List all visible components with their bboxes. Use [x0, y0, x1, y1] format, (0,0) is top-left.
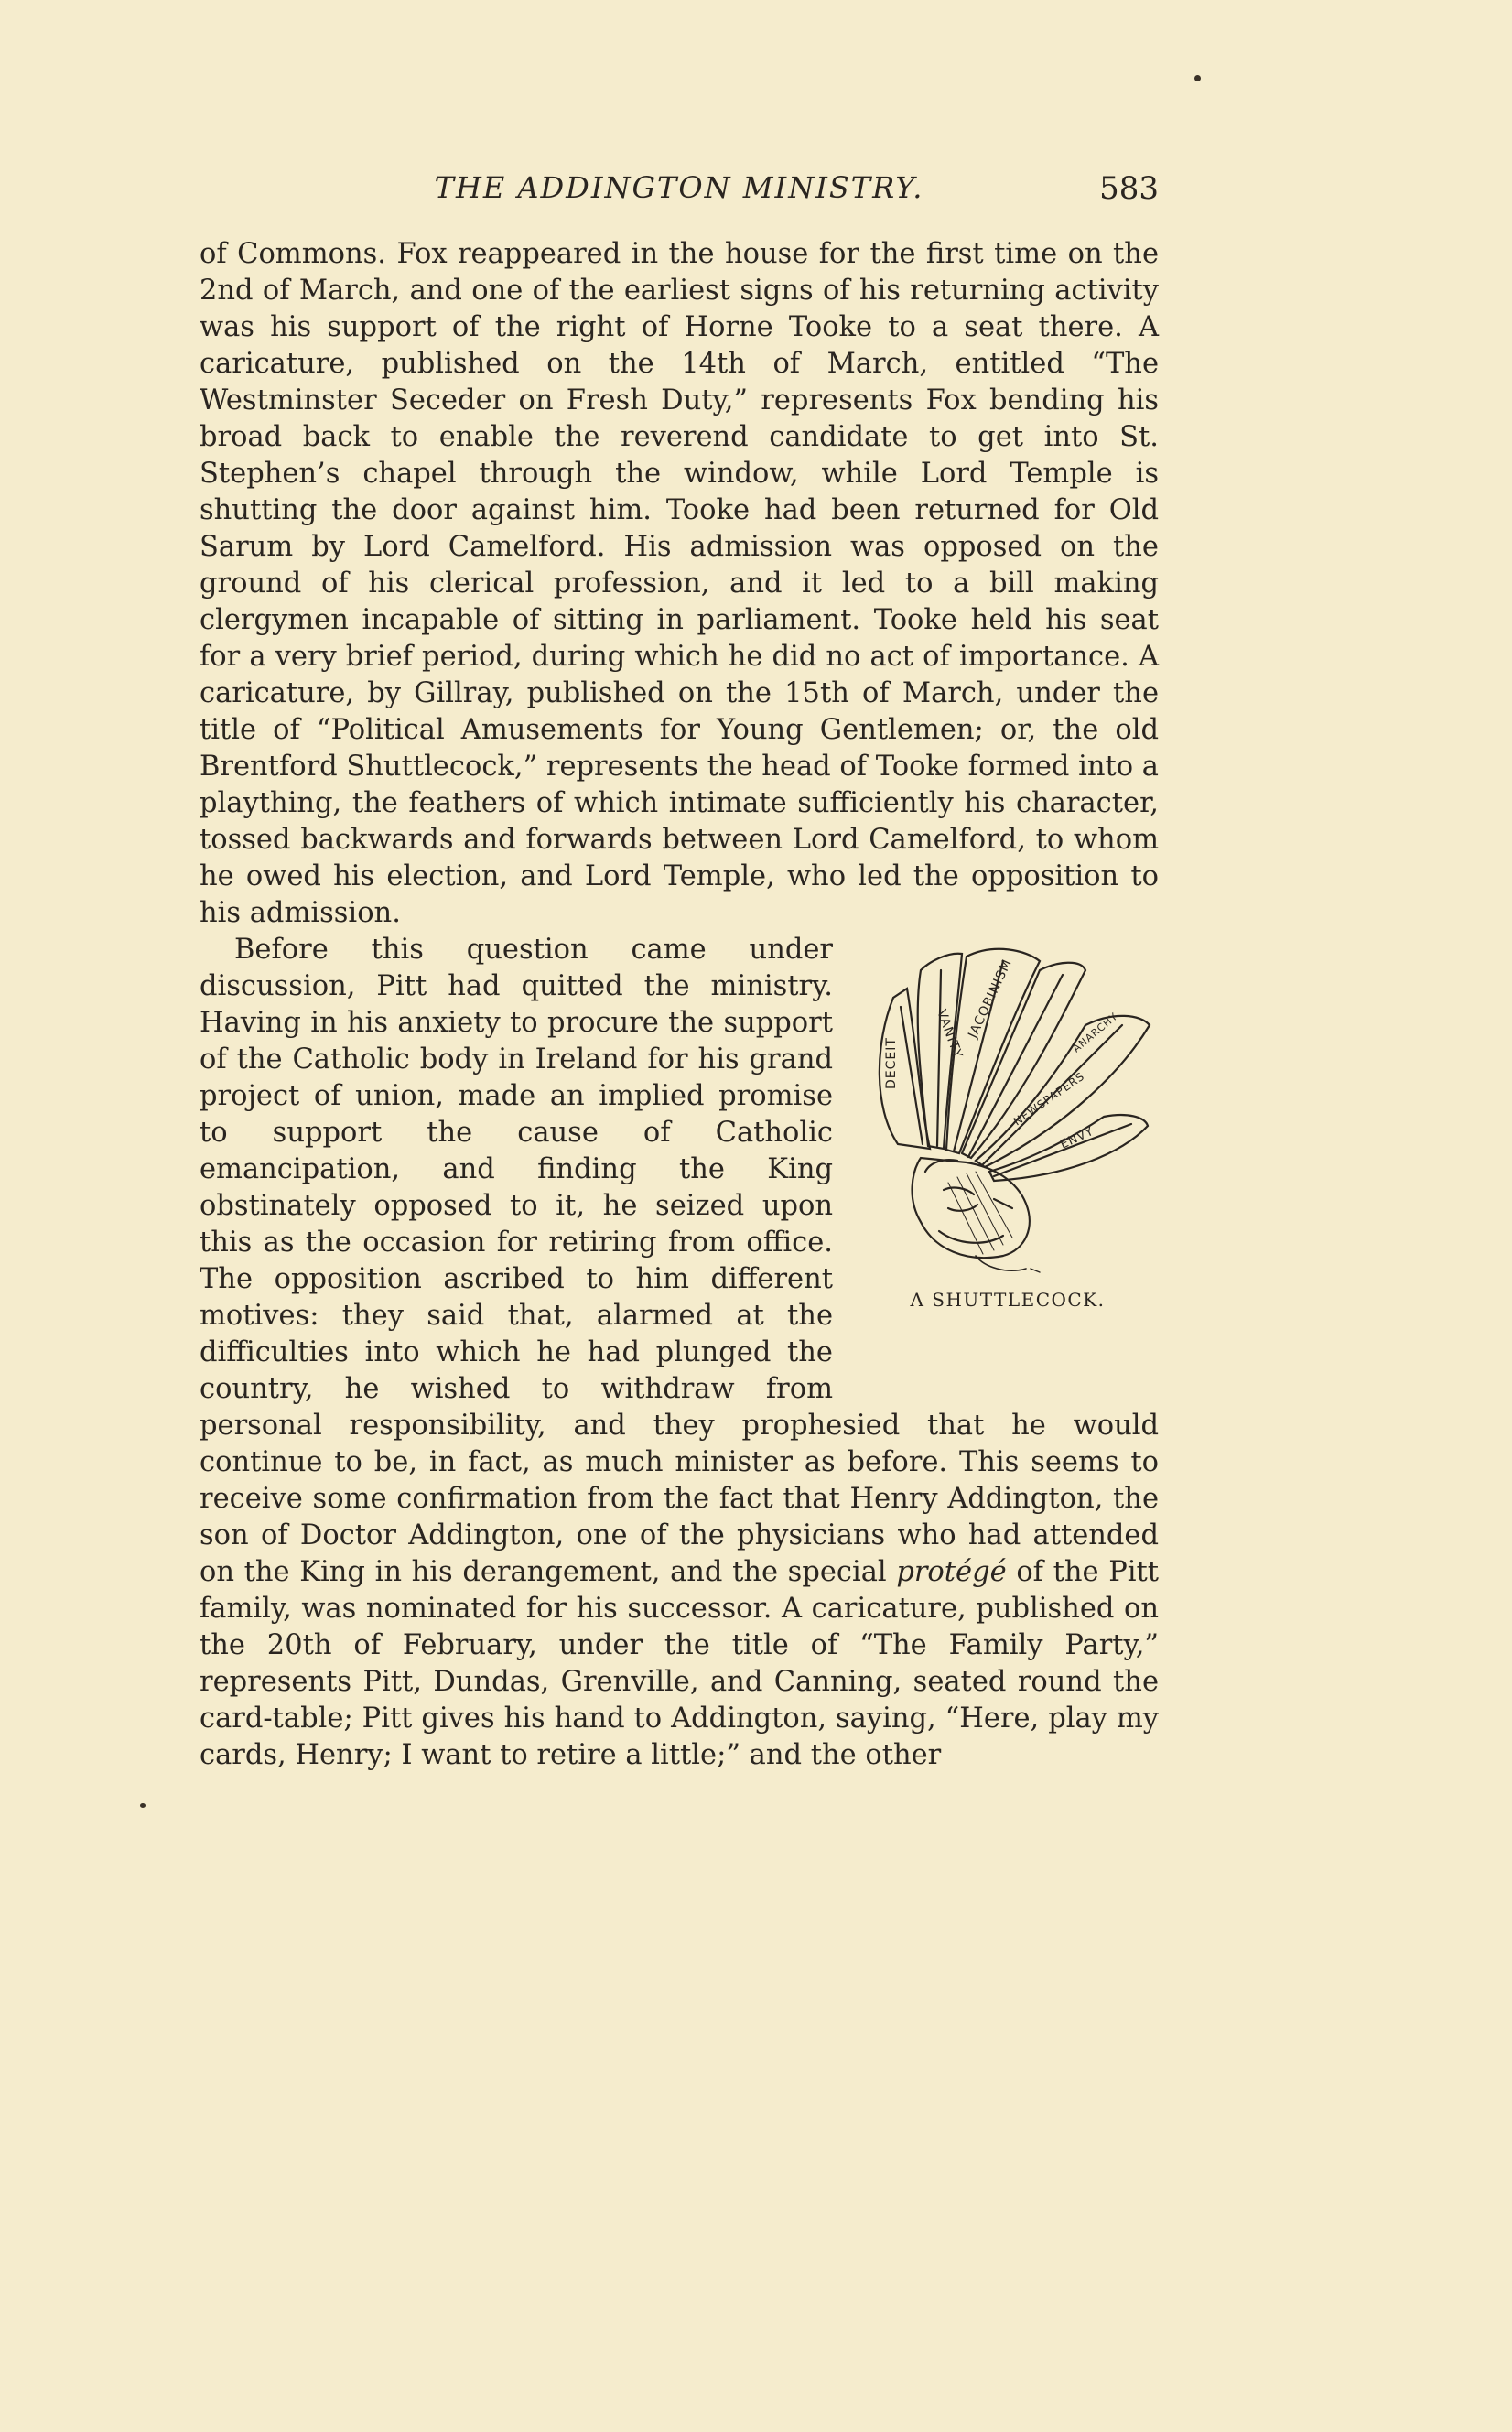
feather-label-envy: ENVY — [1058, 1124, 1096, 1152]
page-number: 583 — [1099, 170, 1159, 207]
shuttlecock-figure — [857, 934, 1159, 1371]
feather-label-anarchy: ANARCHY — [1070, 1010, 1120, 1055]
feather-label-deceit: DECEIT — [884, 1037, 899, 1089]
body-text — [200, 236, 1159, 1774]
feather-label-vanity: VANITY — [934, 1007, 966, 1061]
paragraph-pitt-quits — [200, 932, 1159, 1774]
feather-anarchy — [962, 963, 1085, 1158]
ink-speck-top — [1194, 75, 1201, 81]
paragraph-text-part1: Before this question came under discussion, Pitt had quitted the ministry. Having in his anxiety to procure the support of the Catholic body in Ireland for his grand project of union, made an implied promise to support the cause of Catholic emancipation, and finding the King obstinately opposed to it, he seized upon this as the occasion for retiring from office. The opposition ascribed to him different motives: they said that, alarmed at the difficulties into which he had plunged the country, he wished to withdraw from personal responsibility, and they prophesied that he would continue to be, in fact, as much minister as before. This seems to receive some confirmation from the fact that Henry Addington, the son of Doctor Addington, one of the physicians who had attended on the King in his derangement, and the special — [200, 934, 1159, 1588]
italic-protege: protégé — [896, 1556, 1007, 1588]
ink-speck-margin — [140, 1803, 146, 1808]
feather-label-newspapers: NEWSPAPERS — [1010, 1069, 1087, 1129]
figure-caption: A SHUTTLECOCK. — [910, 1289, 1106, 1311]
running-title: THE ADDINGTON MINISTRY. — [434, 170, 924, 205]
shuttlecock-illustration — [857, 934, 1159, 1281]
feather-label-jacobinism: JACOBINISM — [966, 957, 1016, 1041]
paragraph-text-part2: of the Pitt family, was nominated for his successor. A caricature, published on the 20th of February, under the title of “The Family Party,” represents Pitt, Dundas, Grenville, and Canning, seated round the card-table; Pitt gives his hand to Addington, saying, “Here, play my cards, Henry; I want to retire a little;” and the other — [200, 1556, 1159, 1771]
page-header — [200, 170, 1159, 214]
paragraph-continued: of Commons. Fox reappeared in the house for the first time on the 2nd of March, and one of the earliest signs of his returning activity was his support of the right of Horne Tooke to a seat there. A caricature, published on the 14th of March, entitled “The Westminster Seceder on Fresh Duty,” represents Fox bending his broad back to enable the reverend candidate to get into St. Stephen’s chapel through the window, while Lord Temple is shutting the door against him. Tooke had been returned for Old Sarum by Lord Camelford. His admission was opposed on the ground of his clerical profession, and it led to a bill making clergymen incapable of sitting in parliament. Tooke held his seat for a very brief period, during which he did no act of importance. A caricature, by Gillray, published on the 15th of March, under the title of “Political Amusements for Young Gentlemen; or, the old Brentford Shuttlecock,” represents the head of Tooke formed into a plaything, the feathers of which intimate sufficiently his character, tossed backwards and forwards between Lord Camelford, to whom he owed his election, and Lord Temple, who led the opposition to his admission. — [200, 238, 1159, 929]
